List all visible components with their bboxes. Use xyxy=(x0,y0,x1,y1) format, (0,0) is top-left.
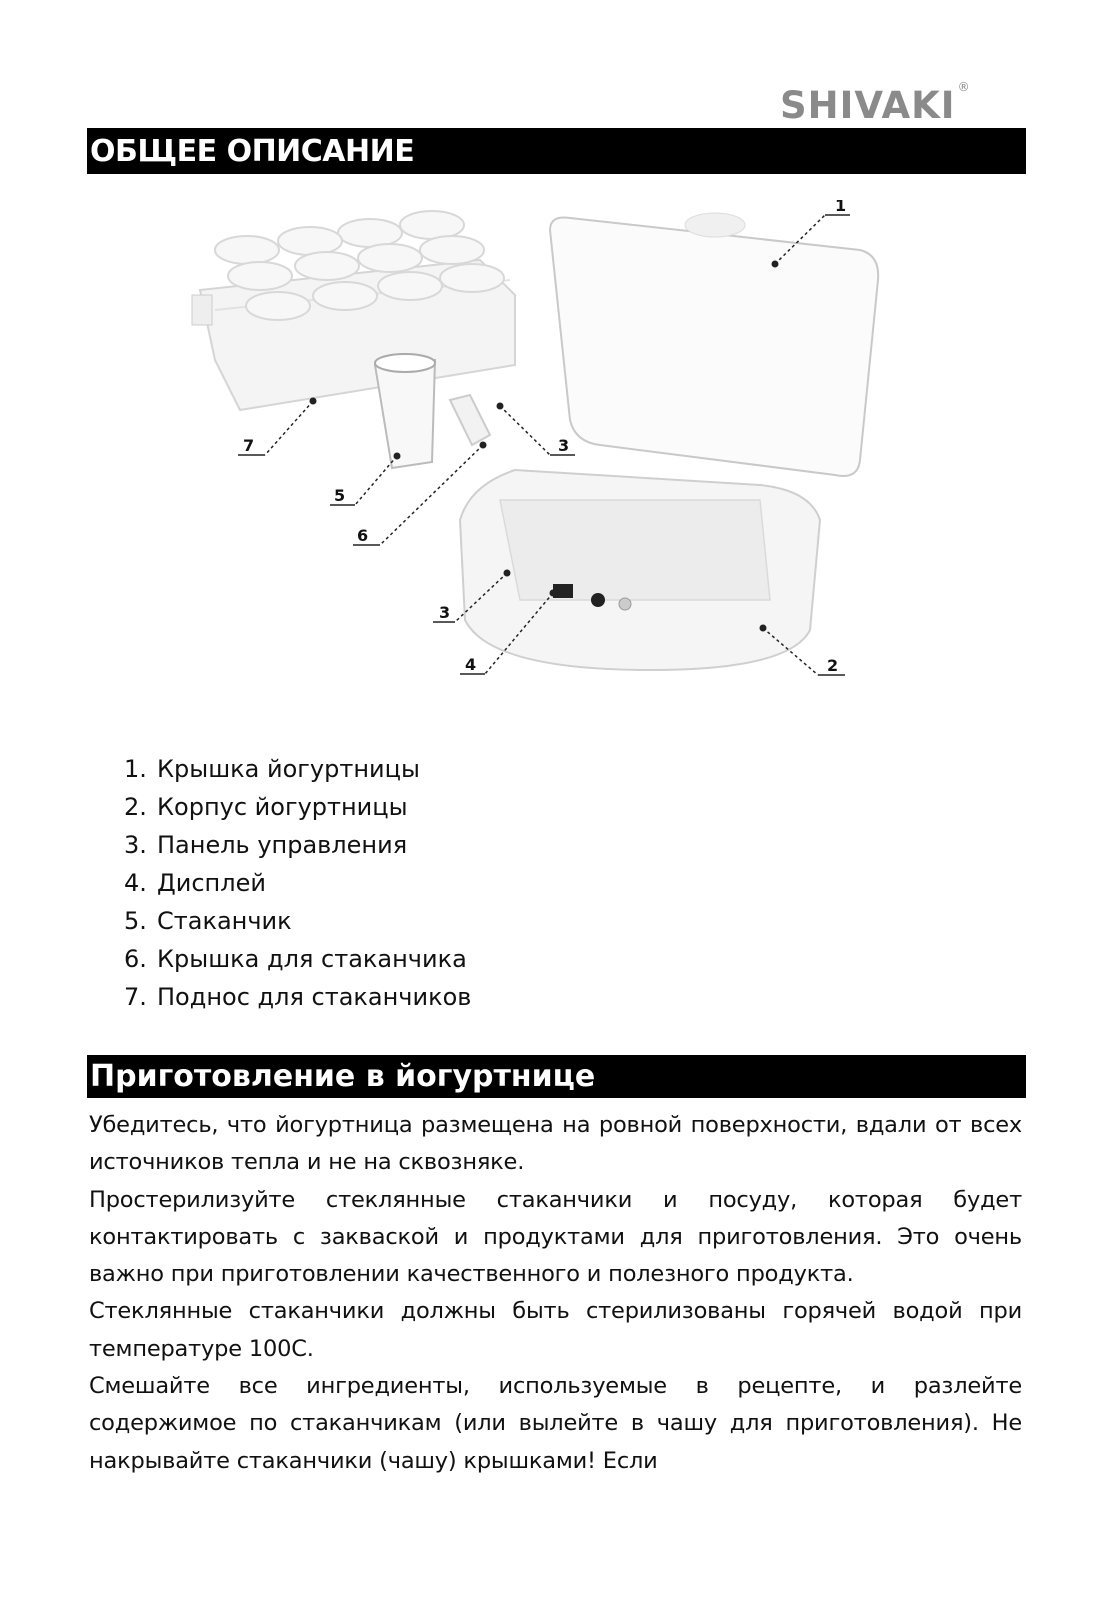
section-title-general-description: ОБЩЕЕ ОПИСАНИЕ xyxy=(87,128,1026,174)
brand-name: SHIVAKI xyxy=(780,84,956,127)
callout-5: 5 xyxy=(334,486,346,505)
paragraph: Смешайте все ингредиенты, используемые в рецепте, и разлейте содержимое по стаканчикам (или вылейте в чашу для приготовления). Не накрывайте стаканчики (чашу) крышками! Если xyxy=(89,1373,1022,1474)
glass-cup xyxy=(375,354,435,468)
parts-list xyxy=(124,750,471,1016)
brand-logo xyxy=(780,80,971,127)
yogurt-maker-illustration xyxy=(170,200,930,710)
list-item: 4. Дисплей xyxy=(124,869,266,897)
section-title-preparation: Приготовление в йогуртнице xyxy=(87,1055,1026,1098)
list-item: 2. Корпус йогуртницы xyxy=(124,793,408,821)
paragraph: Стеклянные стаканчики должны быть стерилизованы горячей водой при температуре 100С. xyxy=(89,1298,1022,1362)
yogurt-maker-lid xyxy=(550,213,878,476)
callout-4: 4 xyxy=(465,655,477,674)
preparation-instructions xyxy=(89,1107,1022,1480)
callout-7: 7 xyxy=(243,436,255,455)
registered-mark: ® xyxy=(957,80,971,94)
list-item: 5. Стаканчик xyxy=(124,907,292,935)
callout-3-bottom: 3 xyxy=(439,603,451,622)
callout-1: 1 xyxy=(835,200,847,215)
callout-6: 6 xyxy=(357,526,369,545)
callout-2: 2 xyxy=(827,656,839,675)
callout-3-top: 3 xyxy=(558,436,570,455)
paragraph: Простерилизуйте стеклянные стаканчики и посуду, которая будет контактировать с закваской и продуктами для приготовления. Это очень важно при приготовлении качественного и полезного продукта. xyxy=(89,1186,1022,1288)
list-item: 1. Крышка йогуртницы xyxy=(124,755,420,783)
cup-lid xyxy=(450,395,490,445)
list-item: 7. Поднос для стаканчиков xyxy=(124,983,472,1011)
cup-tray xyxy=(192,211,515,410)
paragraph: Убедитесь, что йогуртница размещена на ровной поверхности, вдали от всех источников тепла и не на сквозняке. xyxy=(89,1112,1022,1176)
list-item: 3. Панель управления xyxy=(124,831,408,859)
list-item: 6. Крышка для стаканчика xyxy=(124,945,467,973)
